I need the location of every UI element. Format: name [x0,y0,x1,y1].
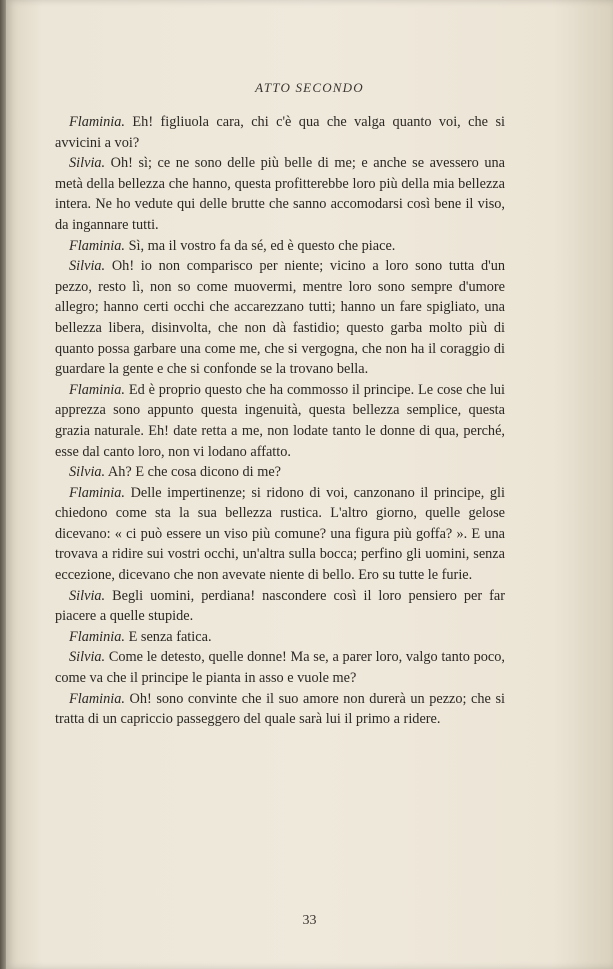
speaker-name: Silvia. [69,649,106,666]
dialogue-paragraph [55,380,505,462]
dialogue-paragraph [55,483,505,586]
speech-text: Delle impertinenze; si ridono di voi, canzonano il principe, gli chiedono come sta la sua bellezza rustica. L'altro giorno, quelle gelose dicevano: « ci può essere un viso più comune? una figura più goffa? ». E una trovava a ridire sui vostri occhi, un'altra sulla bocca; perfino gli uomini, senza eccezione, dicevano che non avevate niente di bello. Ero su tutte le furie. [55,484,505,584]
dialogue-paragraph [55,689,505,730]
speech-text: Oh! sì; ce ne sono delle più belle di me; e anche se avessero una metà della bellezza che hanno, questa profitterebbe loro più della mia bellezza intera. Ne ho vedute qui delle brutte che sanno accomodarsi così bene il viso, da ingannare tutti. [55,155,505,233]
dialogue-paragraph [55,256,505,380]
speech-text: Oh! io non comparisco per niente; vicino a loro sono tutta d'un pezzo, resto lì, non so come muovermi, mentre loro sono sempre d'umore allegro; hanno certi occhi che accarezzano tutti; hanno un fare spigliato, una bellezza libera, disinvolta, che non dà fastidio; questo garba molto più di quanto possa garbare una come me, che si vergogna, che non ha il coraggio di guardare la gente e che si confonde se la trovano bella. [55,258,505,378]
speech-text: Come le detesto, quelle donne! Ma se, a parer loro, valgo tanto poco, come va che il principe le pianta in asso e vuole me? [55,649,505,687]
speech-text: Begli uomini, perdiana! nascondere così il loro pensiero per far piacere a quelle stupide. [55,587,505,625]
speech-text: E senza fatica. [125,628,212,645]
page-number: 33 [302,913,317,928]
dialogue-paragraph [55,586,505,627]
speaker-name: Flaminia. [69,381,125,398]
speaker-name: Silvia. [69,258,106,275]
dialogue-paragraph [55,647,505,688]
speech-text: Ah? E che cosa dicono di me? [105,464,282,481]
speaker-name: Flaminia. [69,484,125,501]
speaker-name: Silvia. [69,587,106,604]
running-header: ATTO SECONDO [255,80,364,95]
dialogue-paragraph [55,462,505,483]
speech-text: Ed è proprio questo che ha commosso il principe. Le cose che lui apprezza sono appunto questa ingenuità, questa bellezza semplice, questa grazia naturale. Eh! date retta a me, non lodate tanto le donne di qua, perché, esse dal canto loro, non vi lodano affatto. [55,381,505,460]
dialogue-paragraph [55,112,505,153]
dialogue-paragraph [55,153,505,235]
speech-text: Oh! sono convinte che il suo amore non durerà un pezzo; che si tratta di un capriccio passeggero del quale sarà lui il primo a ridere. [55,690,505,728]
dialogue-text [55,112,505,730]
speaker-name: Silvia. [69,464,106,481]
speaker-name: Flaminia. [69,237,125,254]
speaker-name: Flaminia. [69,114,125,130]
book-page [6,0,613,969]
speech-text: Sì, ma il vostro fa da sé, ed è questo che piace. [125,237,396,254]
speaker-name: Silvia. [69,155,106,172]
dialogue-paragraph [55,627,505,648]
dialogue-paragraph [55,236,505,257]
speaker-name: Flaminia. [69,628,125,645]
speech-text: Eh! figliuola cara, chi c'è qua che valga quanto voi, che si avvicini a voi? [55,114,505,151]
speaker-name: Flaminia. [69,690,125,707]
